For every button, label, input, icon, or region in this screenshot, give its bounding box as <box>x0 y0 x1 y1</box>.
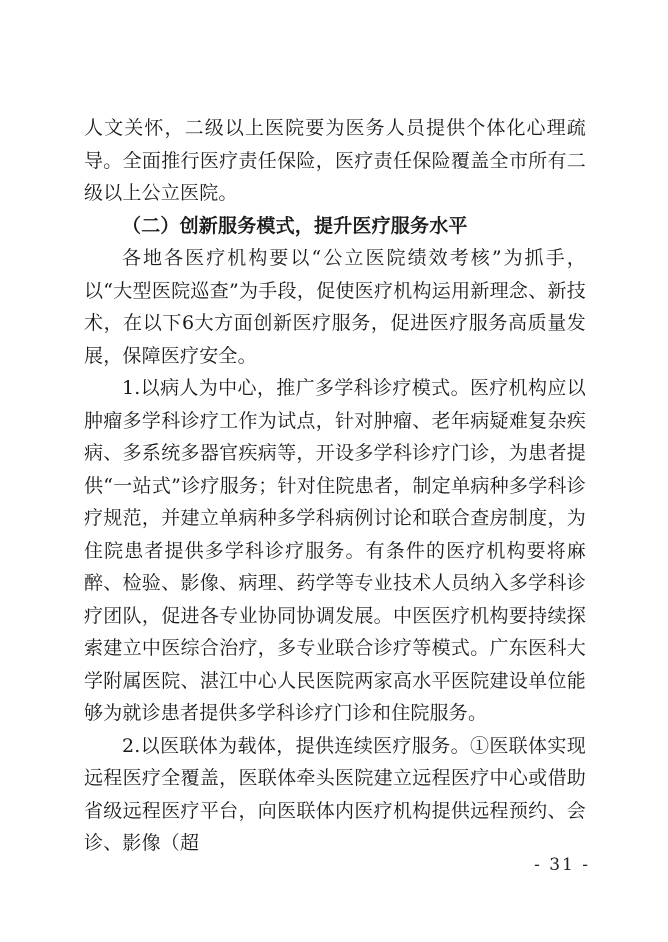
document-body <box>84 112 586 860</box>
paragraph-continuation: 人文关怀，二级以上医院要为医务人员提供个体化心理疏导。全面推行医疗责任保险，医疗责任保险覆盖全市所有二级以上公立医院。 <box>84 117 586 204</box>
paragraph-item-1: 1.以病人为中心，推广多学科诊疗模式。医疗机构应以肿瘤多学科诊疗工作为试点，针对肿瘤、老年病疑难复杂疾病、多系统多器官疾病等，开设多学科诊疗门诊，为患者提供“一站式”诊疗服务；针对住院患者，制定单病种多学科诊疗规范，并建立单病种多学科病例讨论和联合查房制度，为住院患者提供多学科诊疗服务。有条件的医疗机构要将麻醉、检验、影像、病理、药学等专业技术人员纳入多学科诊疗团队，促进各专业协同协调发展。中医医疗机构要持续探索建立中医综合治疗，多专业联合诊疗等模式。广东医科大学附属医院、湛江中心人民医院两家高水平医院建设单位能够为就诊患者提供多学科诊疗门诊和住院服务。 <box>84 377 586 724</box>
section-heading: （二）创新服务模式，提升医疗服务水平 <box>122 214 468 237</box>
paragraph-intro: 各地各医疗机构要以“公立医院绩效考核”为抓手，以“大型医院巡查”为手段，促使医疗机构运用新理念、新技术，在以下6大方面创新医疗服务，促进医疗服务高质量发展，保障医疗安全。 <box>84 247 586 367</box>
paragraph-item-2: 2.以医联体为载体，提供连续医疗服务。①医联体实现远程医疗全覆盖，医联体牵头医院建立远程医疗中心或借助省级远程医疗平台，向医联体内医疗机构提供远程预约、会诊、影像（超 <box>84 734 586 854</box>
page-number: - 31 - <box>534 855 590 875</box>
